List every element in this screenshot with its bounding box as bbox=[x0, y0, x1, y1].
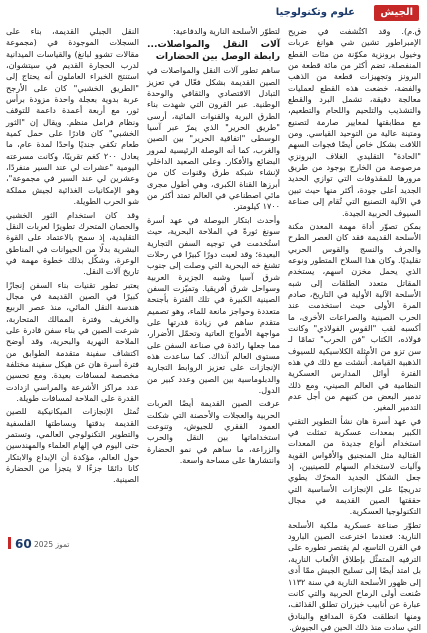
article-paragraph: تُمثل الإنجازات الميكانيكية للصين القديمة بدقتها وبساطتها الفلسفية والتطوير التكنولوجي العالمي، وتستمر حتى اليوم في إلهام العلماء والمهندسين حول العالم، مؤكدة أن الإبداع والابتكار كانا دائمًا جزءًا لا يتجزأ من الحضارة الصينية. bbox=[6, 406, 139, 485]
section-badge: الجيش bbox=[374, 5, 419, 21]
section-title: علوم وتكنولوجيا bbox=[275, 7, 355, 18]
article-paragraph: ق.م). وقد اكتُشفت في ضريح الإمبراطور تشين شي هوانغ عربات وخيول برونزية مكوّنة من مئات القطع المنفصلة، تضم أكثر من مائة قطعة من البرونز وتجهيزات قطعة من الذهب والفضة، خضعت هذه القطع لعمليات معالجة دقيقة، تشمل البرد والقطع والتشذيب والتلحيم واللحام والتطعيم، مع مطابقتها لمعايير صارمة لتصنيع ومتينة عالية من التوحيد القياسي. ومن اللافت بشكل خاص أيضًا فجوات السهم "الحادة" التقليدي الغلاف البرونزي مرصوصة من الخارج بوجود من طريق مرورها للمقذوفات التي توازي الحديد الجديد أعلى جودة، أكثر منها حيث تبين في الآلية التصنيع التي تُقام إلى صناعة السيوف الحربية الجيدة. bbox=[288, 26, 421, 218]
article-paragraph: ساهم تطور آلات النقل والمواصلات في الصين القديمة بشكل فعّال في تعزيز التبادل الاقتصادي والثقافي والوحدة الوطنية. عبر القرون التي شهدت بناء الطرق البرية والقنوات المائية، أرسى "طريق الحرير" الذي يمرّ عبر آسيا الوسطى "اتفاقية الحرير" بين الصين والغرب، كما أنه الوصلة الرئيسية لمرور البضائع والأفكار. وعلى الصعيد الداخلي لإنشاء شبكة طرق وقنوات كان من أبرزها القناة الكبرى، وهي أطول مجرى مائي اصطناعي في العالم تمتد أكثر من ۱۷۰۰ كيلومتر. bbox=[147, 65, 280, 212]
page-header bbox=[0, 0, 427, 26]
issue-date: تموز 2025 bbox=[34, 540, 70, 549]
article-paragraph: بمكن تصوّر أداة مهمة المعدن مكنة الأسلحة القديمة فقد كان العصر الطرح والجرف والنسج والقوس الحربي تقليديًا. وكان هذا السلاح المتطور ونوعه الذي يحمل مخزن اسهم، يستخدم المقاتل متعدد الطلقات إلى شبه الأسلحة الآلية الأولية في التاريخ، صادم المرة الأولى حيث استخدمت عند الحرب الصينية والصراعات الأخرى، ما أكسبه لقب "القوس الفولاذي" وكانت فولاذه، الكتاب "فن الحرب" تمامًا لـ سن تزو من الأمثلة الكلاسيكية للسيوف الذهبية القيامة. أُنشئت مع ذلك في هذه الفترة أوائل المدارس العسكرية النظامية في العالم الصيني، ومع ذلك تدمير البعض من كتبهم من أجل عدم التدمير المغير. bbox=[288, 220, 421, 413]
article-paragraph: النقل الجبلي القديمة، بناء على السجلات الموجودة في (مجموعة مقالات تشوو لبانغ) والقياسات الميدانية لدرب الحجارة القديم في سيتشوان، استنتج الخبراء العاملون أنه يحتاج إلى "الطريق الخشبي" كان على الأرجح عربة بدوية بعجلة واحدة مزودة برأس ثور، مع أربعة أعمدة داعمة للتوقف ونظام فرامل منظم. ويقال إن "الثور الخشبي" كان قادرًا على حمل كمية طعام تكفي جنديًا واحدًا لمدة عام، ما يعادل ٢٠٠ كغم تقريبًا، وكانت مسرعته اليومية "عشرات لي عند السير منفردًا، وعشرين لي عند السير في مجموعة"، وهو الإمكانيات الغذائية لجيش مملكة شو الحرب الطويلة. bbox=[6, 26, 139, 207]
article-paragraph: في عهد أسرة هان نشأ التطوير التقني الكبير بمعدات عسكرية تمثلت في استخدام أنواع جديدة من المعدات القتالية مثل المنجنيق والأقواس القوية وآليات لاستخدام السهام للصينيين، إذ جعل الشكل الجديد المحرّك يطوي تدريجيًا على الإنجازات الأساسية التي حققتها الصين القديمة في مجال التكنولوجيا العسكرية. bbox=[288, 415, 421, 517]
article-paragraph: يعتبر تطور تقنيات بناء السفن إنجازًا كبيرًا في الصين القديمة في مجال هندسة النقل المائي، منذ عصر الربيع والخريف وفترة الممالك المتحاربة، شرعت الصين في بناء سفن قادرة على الملاحة النهرية والبحرية، وقد أوضح اكتشاف سفينة متقدمة الطوابق من فترة أسرة هان عن هيكل سفينة مختلفة مخصصة لمسافات بعيدة. ومع تحسين عدد مراكز الأشرعة والمراسي ازدادت القدرة على الملاحة لمسافات طويلة. bbox=[6, 279, 139, 403]
page-number-accent bbox=[8, 537, 11, 549]
article-column-right bbox=[288, 26, 421, 632]
article-paragraph: وقد كان استخدام الثور الخشبي والحصان المتحرك تطويرًا لعربات النقل التقليدية، إذ سمح بالاعتماد على القوة البشرية بدلًا من الحيوانات في المناطق الوعرة، وشكّل بذلك خطوة مهمة في تاريخ آلات النقل. bbox=[6, 209, 139, 277]
article-paragraph: لتطوّر الأسلحة النارية والدفاعية: bbox=[173, 26, 280, 36]
article-column-left bbox=[6, 26, 139, 534]
article-column-middle bbox=[147, 26, 280, 534]
article-paragraph: تطوّر صناعة عسكرية ملكية الأسلحة النارية: فعندما اخترعت الصين البارود في القرن التاسع، لم يقتصر تطوره على الترفيه المتمثّل بإطلاق الألعاب النارية، بل امتد أيضًا إلى تسليح الجيش ممّا أدى إلى ظهور الأسلحة النارية في سنة ۱۱۳۲ صُنعت أولى الرماح الحربية والتي كانت عبارة عن أنابيب خيزران تطلق القذائف، ومنها انطلقت فكرة المدافع والبنادق التي سادت منذ ذلك الحين في الجيوش. bbox=[288, 519, 421, 632]
page-number-value: 60 bbox=[15, 537, 32, 551]
article-paragraph: عرفت الصين القديمة أيضًا العربات الحربية والعجلات والأحصنة التي شكلت العمود الفقري للجيوش، وتنوعت استخداماتها بين النقل والحرب والزراعة، ما ساهم في نمو الحضارة وانتشارها على مساحة واسعة. bbox=[147, 398, 280, 466]
page-footer bbox=[0, 534, 427, 554]
article-paragraph: وأحدث ابتكار البوصلة في عهد أسرة سونغ ثورةً في الملاحة البحرية، حيث استُخدمت في توجيه السفن التجارية البعيدة؛ وقد لعبت دورًا كبيرًا في رحلات تشنغ خه البحرية التي وصلت إلى جنوب شرق آسيا وشبه الجزيرة العربية وسواحل شرق أفريقيا. وتميّزت السفن الصينية الكبيرة في تلك الفترة بأجنحة متعددة وحواجز مانعة للماء، وهو تصميم متقدم ساهم في زيادة قدرتها على مواجهة الأمواج العاتية وتحمّل الأضرار، مما جعلها رائدة في صناعة السفن على مستوى العالم آنذاك. كما ساعدت هذه الإنجازات على تعزيز الروابط التجارية والدبلوماسية بين الصين وعدد كبير من الدول. bbox=[147, 214, 280, 395]
page-number bbox=[8, 537, 32, 551]
article-subheading: آلات النقل والمواصلات... رابطة الوصل بين الحضارات bbox=[147, 39, 280, 63]
